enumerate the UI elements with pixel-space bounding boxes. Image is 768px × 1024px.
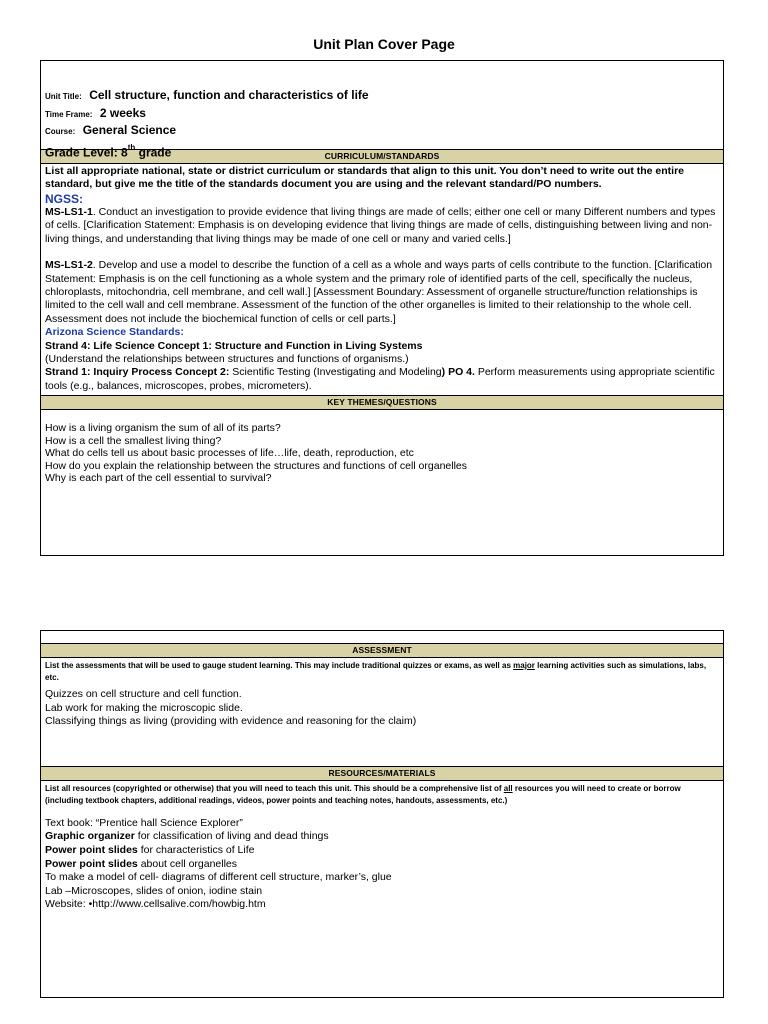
- course-value: General Science: [82, 123, 177, 137]
- standard-ms-ls1-2: [45, 259, 719, 326]
- page-title: Unit Plan Cover Page: [313, 36, 455, 52]
- grade-superscript: th: [127, 142, 136, 152]
- assessment-item: Classifying things as living (providing with evidence and reasoning for the claim): [45, 715, 417, 728]
- arizona-standards-label: Arizona Science Standards:: [45, 326, 184, 339]
- resource-cell-model: To make a model of cell- diagrams of different cell structure, marker’s, glue: [45, 871, 392, 884]
- unit-title-row: [45, 87, 719, 105]
- themes-header: KEY THEMES/QUESTIONS: [41, 395, 723, 410]
- theme-question: How is a living organism the sum of all of its parts?: [45, 422, 281, 435]
- theme-question: How do you explain the relationship between the structures and functions of cell organelles: [45, 459, 468, 472]
- assessment-list: [41, 686, 723, 729]
- resource-power-point-1: Power point slides for characteristics of Life: [45, 843, 255, 856]
- course-row: [45, 122, 719, 140]
- theme-question: Why is each part of the cell essential to survival?: [45, 471, 272, 484]
- ms-ls1-2-code: MS-LS1-2: [45, 259, 93, 272]
- resource-website[interactable]: Website: •http://www.cellsalive.com/howbig.htm: [45, 898, 266, 911]
- ms-ls1-2-text: . Develop and use a model to describe the function of a cell as a whole and ways parts of cells contribute to the function. [Clarification Statement: Emphasis is on the cell functioning as a whole system and the primary role of identified parts of the cell, specifically the nucleus, chloroplasts, mitochondria, cell membrane, and cell wall.] [Assessment Boundary: Assessment of organelle structure/function relationships is limited to the cell wall and cell membrane. Assessment of the function of the other organelles is limited to their relationship to the whole cell. Assessment does not include the biochemical function of cells or cell parts.]: [45, 259, 713, 325]
- curriculum-body: [41, 192, 723, 393]
- time-frame-label: Time Frame:: [45, 109, 93, 119]
- unit-plan-box-top: [40, 60, 724, 556]
- theme-question: How is a cell the smallest living thing?: [45, 434, 222, 447]
- resource-graphic-organizer: Graphic organizer for classification of living and dead things: [45, 830, 329, 843]
- major-underline: major: [513, 661, 535, 670]
- resources-header: RESOURCES/MATERIALS: [41, 766, 723, 781]
- ms-ls1-1-code: MS-LS1-1: [45, 206, 93, 218]
- resources-instructions: List all resources (copyrighted or otherwise) that you will need to teach this unit. This should be a comprehensive list of all resources you will need to create or borrow (including textbook chapters, additional readings, videos, power points and teaching notes, handouts, assessments, etc.): [45, 783, 681, 805]
- po4-label: ) PO 4.: [441, 366, 475, 379]
- time-frame-row: [45, 105, 719, 123]
- strand-1-text: Scientific Testing (Investigating and Modeling: [229, 366, 442, 379]
- unit-title-label: Unit Title:: [45, 92, 82, 101]
- assessment-item: Lab work for making the microscopic slide.: [45, 701, 243, 714]
- time-frame-value: 2 weeks: [99, 105, 146, 120]
- po4-text: Perform measurements using appropriate scientific tools (e.g., balances, microscopes, probes, micrometers).: [45, 366, 715, 392]
- strand-4-note: (Understand the relationships between structures and functions of organisms.): [45, 353, 409, 366]
- grade-suffix: grade: [135, 144, 172, 159]
- grade-level-label: Grade Level: 8: [45, 144, 128, 159]
- curriculum-instructions: List all appropriate national, state or district curriculum or standards that align to this unit. You don’t need to write out the entire standard, but give me the title of the standards document you are using and the relevant standard/PO numbers.: [45, 165, 685, 190]
- curriculum-header: CURRICULUM/STANDARDS: [41, 149, 723, 164]
- strand-1: [45, 366, 719, 393]
- theme-question: What do cells tell us about basic processes of life…life, death, reproduction, etc: [45, 447, 414, 460]
- assessment-header: ASSESSMENT: [41, 643, 723, 658]
- resource-textbook: Text book: “Prentice hall Science Explorer”: [45, 816, 243, 829]
- standard-ms-ls1-1: [45, 206, 719, 246]
- resource-lab: Lab –Microscopes, slides of onion, iodine stain: [45, 884, 263, 897]
- assessment-item: Quizzes on cell structure and cell function.: [45, 688, 242, 700]
- unit-title-value: Cell structure, function and characteristics of life: [89, 88, 369, 102]
- ms-ls1-1-text: . Conduct an investigation to provide evidence that living things are made of cells; either one cell or many Different numbers and types of cells. [Clarification Statement: Emphasis is on developing evidence that living things are made of cells, distinguishing between living and non-living things, and understanding that living things may be made of one cell or many and varied cells.]: [45, 206, 716, 245]
- all-underline: all: [503, 783, 513, 793]
- unit-plan-box-bottom: [40, 630, 724, 998]
- resources-list: [41, 809, 723, 912]
- ngss-label: NGSS:: [45, 192, 84, 206]
- strand-1-label: Strand 1: Inquiry Process Concept 2:: [45, 366, 230, 379]
- strand-4: Strand 4: Life Science Concept 1: Structure and Function in Living Systems: [45, 339, 423, 352]
- resource-power-point-2: Power point slides about cell organelles: [45, 857, 238, 870]
- course-label: Course:: [45, 127, 76, 136]
- themes-list: [41, 410, 723, 484]
- assessment-instructions: List the assessments that will be used to gauge student learning. This may include traditional quizzes or exams, as well as major learning activities such as simulations, labs, etc.: [45, 661, 707, 682]
